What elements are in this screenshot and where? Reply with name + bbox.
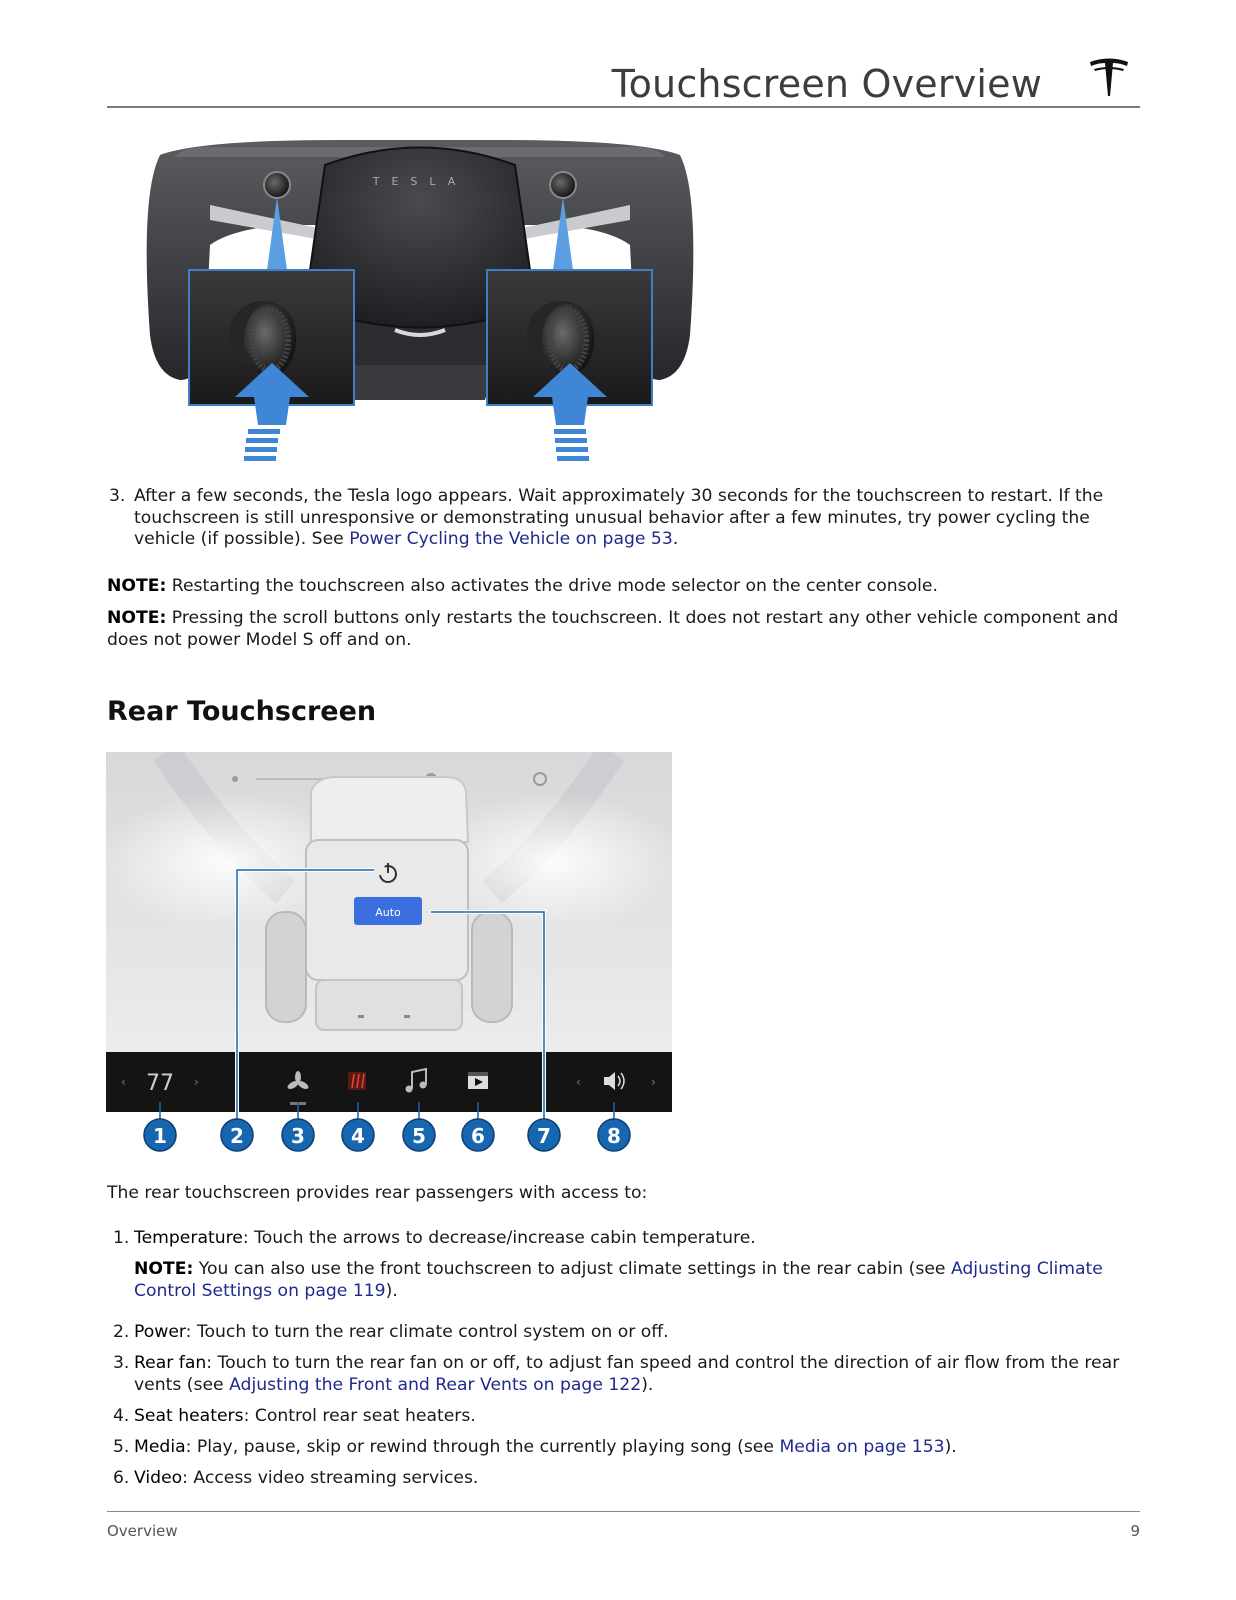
steering-wheel-figure [140,135,700,470]
list-number: 2. [113,1322,130,1342]
page-title: Touchscreen Overview [611,62,1042,106]
intro-text: The rear touchscreen provides rear passengers with access to: [107,1183,648,1203]
page-number: 9 [1130,1522,1140,1540]
callout-2 [221,1119,253,1151]
vents-link[interactable]: Adjusting the Front and Rear Vents on page 122 [229,1374,642,1395]
callout-7 [528,1119,560,1151]
svg-text:4: 4 [351,1124,365,1148]
climate-settings-link[interactable]: Adjusting Climate Control Settings on page 119 [134,1259,1103,1301]
list-number: 5. [113,1437,130,1457]
media-link[interactable]: Media on page 153 [779,1437,945,1457]
auto-button-label: Auto [375,906,401,919]
svg-text:1: 1 [153,1124,167,1148]
list-item-video: Video: Access video streaming services. [134,1468,479,1488]
power-cycling-link[interactable]: Power Cycling the Vehicle on page 53 [349,529,673,549]
wheel-brand-text: TESLA [372,175,468,188]
callout-3 [282,1119,314,1151]
header-rule [107,106,1140,108]
list-number: 3. [113,1353,130,1373]
footer-rule [107,1511,1140,1512]
list-item-seat-heaters: Seat heaters: Control rear seat heaters. [134,1406,476,1426]
svg-text:6: 6 [471,1124,485,1148]
svg-text:8: 8 [607,1124,621,1148]
list-item-temperature: Temperature: Touch the arrows to decrease/increase cabin temperature. [134,1228,756,1248]
step-number: 3. [109,486,126,506]
callout-6 [462,1119,494,1151]
svg-text:7: 7 [537,1124,551,1148]
seat-heater-icon[interactable] [348,1072,366,1090]
note-front-touchscreen: NOTE: You can also use the front touchscreen to adjust climate settings in the rear cabin (see Adjusting Climate Control Settings on page 119). [134,1259,1103,1301]
list-item-power: Power: Touch to turn the rear climate control system on or off. [134,1322,669,1342]
svg-text:2: 2 [230,1124,244,1148]
list-number: 1. [113,1228,130,1248]
temp-increase-icon[interactable]: › [194,1075,199,1089]
note-restart: NOTE: Restarting the touchscreen also activates the drive mode selector on the center console. [107,576,938,596]
temperature-value: 77 [146,1071,174,1096]
svg-text:3: 3 [291,1124,305,1148]
list-item-media: Media: Play, pause, skip or rewind through the currently playing song (see Media on page 153). [134,1437,957,1457]
list-number: 4. [113,1406,130,1426]
tesla-logo-icon [1086,56,1132,102]
volume-decrease-icon[interactable]: ‹ [576,1075,581,1089]
list-number: 6. [113,1468,130,1488]
svg-text:5: 5 [412,1124,426,1148]
callout-1 [144,1119,176,1151]
rear-touchscreen-figure [106,752,672,1157]
video-icon[interactable] [468,1072,488,1089]
callout-5 [403,1119,435,1151]
volume-increase-icon[interactable]: › [651,1075,656,1089]
temp-decrease-icon[interactable]: ‹ [121,1075,126,1089]
callout-4 [342,1119,374,1151]
section-heading: Rear Touchscreen [107,696,377,727]
footer-section: Overview [107,1522,178,1540]
callout-8 [598,1119,630,1151]
note-scroll-buttons: NOTE: Pressing the scroll buttons only restarts the touchscreen. It does not restart any other vehicle component and does not power Model S off and on. [107,608,1119,650]
step-3-text: After a few seconds, the Tesla logo appears. Wait approximately 30 seconds for the touchscreen to restart. If the touchscreen is still unresponsive or demonstrating unusual behavior after a few minutes, try power cycling the vehicle (if possible). See Power Cycling the Vehicle on page 53. [134,486,1104,549]
list-item-rear-fan: Rear fan: Touch to turn the rear fan on or off, to adjust fan speed and control the direction of air flow from the rear vents (see Adjusting the Front and Rear Vents on page 122). [134,1353,1120,1395]
